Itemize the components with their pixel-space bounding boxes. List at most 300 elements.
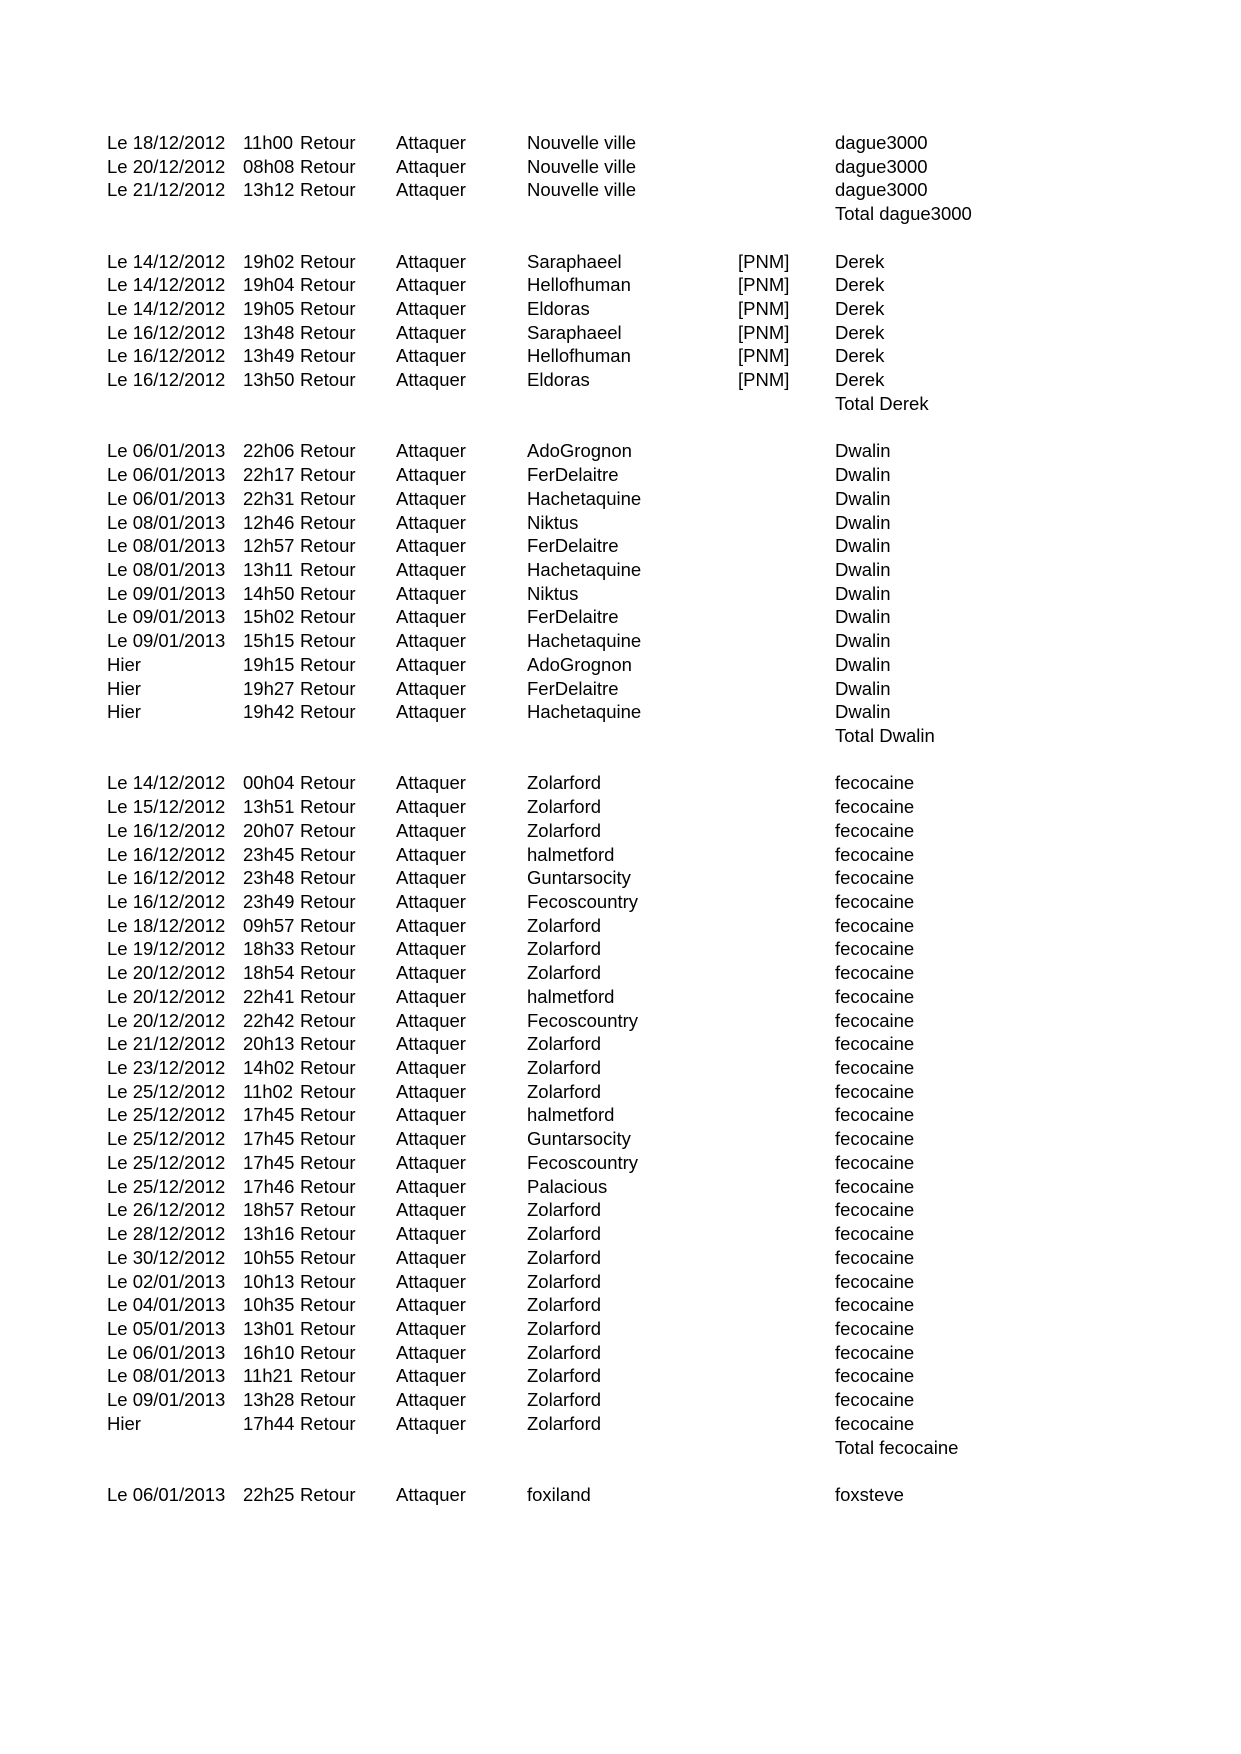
cell-role: Attaquer — [396, 867, 466, 889]
cell-role: Attaquer — [396, 1341, 466, 1363]
cell-time: 13h12 — [243, 179, 295, 201]
cell-direction: Retour — [300, 1104, 356, 1126]
cell-direction: Retour — [300, 653, 356, 675]
cell-player: fecocaine — [835, 1365, 915, 1387]
table-row — [107, 843, 1107, 867]
cell-date: Le 25/12/2012 — [107, 1128, 226, 1150]
cell-player: Dwalin — [835, 558, 891, 580]
cell-role: Attaquer — [396, 487, 466, 509]
cell-direction: Retour — [300, 1175, 356, 1197]
cell-time: 09h57 — [243, 914, 295, 936]
cell-player: fecocaine — [835, 796, 915, 818]
cell-role: Attaquer — [396, 1128, 466, 1150]
cell-tag — [738, 771, 835, 795]
cell-direction: Retour — [300, 938, 356, 960]
cell-time: 13h51 — [243, 796, 295, 818]
cell-target: Fecoscountry — [527, 1151, 639, 1173]
cell-target: AdoGrognon — [527, 440, 632, 462]
cell-role: Attaquer — [396, 132, 466, 153]
cell-date: Le 25/12/2012 — [107, 1080, 226, 1102]
cell-role: Attaquer — [396, 464, 466, 486]
cell-spacer — [243, 1436, 300, 1460]
cell-direction: Retour — [300, 1317, 356, 1339]
cell-player: Dwalin — [835, 440, 891, 462]
cell-player: fecocaine — [835, 985, 915, 1007]
cell-tag — [738, 985, 835, 1009]
cell-role: Attaquer — [396, 819, 466, 841]
cell-role: Attaquer — [396, 1175, 466, 1197]
cell-role: Attaquer — [396, 274, 466, 296]
cell-player: fecocaine — [835, 843, 915, 865]
table-row — [107, 487, 1107, 511]
cell-time: 19h42 — [243, 701, 295, 723]
cell-role: Attaquer — [396, 1151, 466, 1173]
cell-direction: Retour — [300, 511, 356, 533]
cell-player: Dwalin — [835, 535, 891, 557]
cell-date: Le 20/12/2012 — [107, 985, 226, 1007]
cell-direction: Retour — [300, 298, 356, 320]
table-row — [107, 1270, 1107, 1294]
table-row — [107, 890, 1107, 914]
cell-direction: Retour — [300, 796, 356, 818]
table-row — [107, 1222, 1107, 1246]
cell-target: Fecoscountry — [527, 891, 639, 912]
cell-time: 14h02 — [243, 1057, 295, 1079]
table-row — [107, 1080, 1107, 1104]
cell-player: fecocaine — [835, 1341, 915, 1363]
cell-direction: Retour — [300, 274, 356, 296]
cell-time: 13h01 — [243, 1317, 295, 1339]
cell-role: Attaquer — [396, 1365, 466, 1387]
cell-tag — [738, 1483, 835, 1507]
cell-time: 20h13 — [243, 1033, 295, 1055]
cell-date: Le 20/12/2012 — [107, 1009, 226, 1031]
cell-date: Le 23/12/2012 — [107, 1057, 226, 1079]
cell-direction: Retour — [300, 535, 356, 557]
cell-role: Attaquer — [396, 345, 466, 367]
cell-spacer — [300, 724, 396, 748]
cell-date: Le 16/12/2012 — [107, 345, 226, 367]
cell-direction: Retour — [300, 1483, 356, 1505]
cell-tag — [738, 1364, 835, 1388]
report-table — [107, 131, 1107, 1507]
cell-spacer — [527, 724, 738, 748]
cell-target: Zolarford — [527, 819, 602, 841]
cell-role: Attaquer — [396, 985, 466, 1007]
cell-direction: Retour — [300, 1270, 356, 1292]
cell-target: Hachetaquine — [527, 630, 642, 652]
cell-date: Le 28/12/2012 — [107, 1223, 226, 1245]
cell-target: Zolarford — [527, 1365, 602, 1387]
cell-player: foxsteve — [835, 1483, 904, 1505]
cell-date: Le 15/12/2012 — [107, 796, 226, 818]
table-row — [107, 653, 1107, 677]
cell-target: AdoGrognon — [527, 653, 632, 675]
total-row — [107, 724, 1107, 748]
cell-role: Attaquer — [396, 701, 466, 723]
cell-target: Guntarsocity — [527, 867, 631, 889]
cell-role: Attaquer — [396, 179, 466, 201]
cell-time: 16h10 — [243, 1341, 295, 1363]
cell-tag — [738, 1151, 835, 1175]
cell-tag — [738, 914, 835, 938]
cell-player: dague3000 — [835, 179, 928, 201]
cell-tag — [738, 1412, 835, 1436]
cell-tag: [PNM] — [738, 345, 790, 367]
cell-target: Hellofhuman — [527, 345, 631, 367]
table-row — [107, 914, 1107, 938]
cell-direction: Retour — [300, 1199, 356, 1221]
cell-date: Le 16/12/2012 — [107, 321, 226, 343]
cell-target: Guntarsocity — [527, 1128, 631, 1150]
cell-tag — [738, 582, 835, 606]
cell-time: 19h15 — [243, 653, 295, 675]
cell-target: Zolarford — [527, 796, 602, 818]
cell-tag — [738, 439, 835, 463]
cell-direction: Retour — [300, 582, 356, 604]
cell-player: fecocaine — [835, 1270, 915, 1292]
report-table-body — [107, 131, 1107, 1507]
cell-tag: [PNM] — [738, 369, 790, 391]
cell-tag — [738, 1175, 835, 1199]
cell-time: 18h33 — [243, 938, 295, 960]
cell-target: FerDelaitre — [527, 677, 619, 699]
cell-player: fecocaine — [835, 962, 915, 984]
cell-role: Attaquer — [396, 938, 466, 960]
cell-date: Le 09/01/2013 — [107, 582, 226, 604]
cell-role: Attaquer — [396, 1294, 466, 1316]
cell-tag: [PNM] — [738, 274, 790, 296]
cell-date: Le 09/01/2013 — [107, 606, 226, 628]
cell-role: Attaquer — [396, 653, 466, 675]
cell-spacer — [527, 202, 738, 226]
table-row — [107, 178, 1107, 202]
cell-date: Le 04/01/2013 — [107, 1294, 226, 1316]
cell-spacer — [107, 1436, 243, 1460]
cell-target: Saraphaeel — [527, 321, 622, 343]
cell-target: Hellofhuman — [527, 274, 631, 296]
cell-date: Le 14/12/2012 — [107, 250, 226, 272]
cell-player: fecocaine — [835, 1294, 915, 1316]
cell-time: 22h17 — [243, 464, 295, 486]
cell-target: Niktus — [527, 511, 579, 533]
cell-spacer — [396, 724, 527, 748]
cell-spacer — [243, 202, 300, 226]
cell-time: 23h49 — [243, 891, 295, 912]
cell-player: fecocaine — [835, 1033, 915, 1055]
cell-player: fecocaine — [835, 914, 915, 936]
table-row — [107, 582, 1107, 606]
cell-role: Attaquer — [396, 677, 466, 699]
cell-tag — [738, 1127, 835, 1151]
cell-tag — [738, 1388, 835, 1412]
cell-date: Hier — [107, 653, 141, 675]
cell-player: fecocaine — [835, 1412, 915, 1434]
cell-spacer — [527, 392, 738, 416]
cell-tag — [738, 1317, 835, 1341]
cell-target: Zolarford — [527, 1317, 602, 1339]
cell-direction: Retour — [300, 464, 356, 486]
cell-tag — [738, 1009, 835, 1033]
table-row — [107, 439, 1107, 463]
cell-tag — [738, 1293, 835, 1317]
cell-direction: Retour — [300, 1341, 356, 1363]
cell-date: Le 16/12/2012 — [107, 867, 226, 889]
cell-target: Zolarford — [527, 1412, 602, 1434]
cell-target: Nouvelle ville — [527, 155, 636, 177]
cell-role: Attaquer — [396, 1104, 466, 1126]
cell-direction: Retour — [300, 962, 356, 984]
cell-date: Le 16/12/2012 — [107, 891, 226, 912]
cell-player: Dwalin — [835, 653, 891, 675]
cell-role: Attaquer — [396, 796, 466, 818]
cell-direction: Retour — [300, 1128, 356, 1150]
cell-player: Dwalin — [835, 701, 891, 723]
cell-date: Le 16/12/2012 — [107, 843, 226, 865]
cell-player: fecocaine — [835, 1151, 915, 1173]
table-row — [107, 1151, 1107, 1175]
table-row — [107, 1317, 1107, 1341]
cell-time: 12h57 — [243, 535, 295, 557]
cell-spacer — [527, 1436, 738, 1460]
cell-time: 13h16 — [243, 1223, 295, 1245]
cell-role: Attaquer — [396, 298, 466, 320]
cell-target: Saraphaeel — [527, 250, 622, 272]
cell-target: halmetford — [527, 985, 615, 1007]
cell-player: fecocaine — [835, 1246, 915, 1268]
cell-target: Zolarford — [527, 1199, 602, 1221]
cell-player: fecocaine — [835, 1009, 915, 1031]
cell-target: Zolarford — [527, 1033, 602, 1055]
cell-direction: Retour — [300, 345, 356, 367]
table-row — [107, 131, 1107, 155]
cell-target: halmetford — [527, 843, 615, 865]
cell-target: FerDelaitre — [527, 606, 619, 628]
cell-tag — [738, 463, 835, 487]
cell-tag — [738, 629, 835, 653]
table-row — [107, 1364, 1107, 1388]
cell-target: Zolarford — [527, 962, 602, 984]
cell-tag — [738, 1270, 835, 1294]
cell-role: Attaquer — [396, 1270, 466, 1292]
cell-tag — [738, 1222, 835, 1246]
cell-date: Le 25/12/2012 — [107, 1175, 226, 1197]
cell-time: 10h13 — [243, 1270, 295, 1292]
cell-player: fecocaine — [835, 938, 915, 960]
cell-time: 17h45 — [243, 1151, 295, 1173]
cell-player: fecocaine — [835, 1317, 915, 1339]
cell-tag — [738, 605, 835, 629]
table-row — [107, 1388, 1107, 1412]
cell-player: Derek — [835, 250, 885, 272]
cell-tag — [738, 890, 835, 914]
cell-player: Dwalin — [835, 606, 891, 628]
cell-target: halmetford — [527, 1104, 615, 1126]
cell-role: Attaquer — [396, 630, 466, 652]
table-row — [107, 1127, 1107, 1151]
table-row — [107, 605, 1107, 629]
cell-direction: Retour — [300, 440, 356, 462]
cell-target: Zolarford — [527, 1223, 602, 1245]
cell-time: 19h27 — [243, 677, 295, 699]
cell-date: Le 05/01/2013 — [107, 1317, 226, 1339]
cell-date: Le 25/12/2012 — [107, 1104, 226, 1126]
table-row — [107, 534, 1107, 558]
cell-tag — [738, 1032, 835, 1056]
cell-time: 13h11 — [243, 558, 294, 580]
cell-role: Attaquer — [396, 511, 466, 533]
cell-date: Le 09/01/2013 — [107, 1389, 226, 1411]
total-row — [107, 1436, 1107, 1460]
cell-player: fecocaine — [835, 1223, 915, 1245]
cell-direction: Retour — [300, 701, 356, 723]
cell-role: Attaquer — [396, 1246, 466, 1268]
cell-spacer — [738, 202, 835, 226]
cell-time: 15h15 — [243, 630, 295, 652]
cell-tag — [738, 843, 835, 867]
cell-direction: Retour — [300, 1057, 356, 1079]
cell-role: Attaquer — [396, 606, 466, 628]
cell-player: Derek — [835, 369, 885, 391]
cell-tag — [738, 1056, 835, 1080]
cell-role: Attaquer — [396, 962, 466, 984]
cell-direction: Retour — [300, 1151, 356, 1173]
table-row — [107, 866, 1107, 890]
spacer-row — [107, 748, 1107, 772]
cell-player: fecocaine — [835, 1199, 915, 1221]
cell-time: 17h44 — [243, 1412, 295, 1434]
cell-target: Zolarford — [527, 1246, 602, 1268]
cell-date: Le 14/12/2012 — [107, 298, 226, 320]
cell-time: 14h50 — [243, 582, 295, 604]
cell-time: 19h02 — [243, 250, 295, 272]
cell-tag: [PNM] — [738, 298, 790, 320]
cell-target: Zolarford — [527, 914, 602, 936]
cell-tag: [PNM] — [738, 321, 790, 343]
cell-target: Zolarford — [527, 1057, 602, 1079]
cell-tag — [738, 155, 835, 179]
cell-role: Attaquer — [396, 1199, 466, 1221]
cell-time: 13h28 — [243, 1389, 295, 1411]
cell-role: Attaquer — [396, 1223, 466, 1245]
cell-direction: Retour — [300, 369, 356, 391]
cell-target: Palacious — [527, 1175, 608, 1197]
cell-role: Attaquer — [396, 1057, 466, 1079]
cell-direction: Retour — [300, 819, 356, 841]
cell-direction: Retour — [300, 558, 356, 580]
cell-role: Attaquer — [396, 250, 466, 272]
cell-date: Le 18/12/2012 — [107, 132, 226, 153]
cell-spacer — [107, 416, 1107, 440]
total-label: Total Dwalin — [835, 724, 935, 746]
cell-direction: Retour — [300, 891, 356, 912]
cell-tag — [738, 653, 835, 677]
table-row — [107, 463, 1107, 487]
cell-player: dague3000 — [835, 132, 928, 153]
cell-player: fecocaine — [835, 1389, 915, 1411]
cell-tag — [738, 961, 835, 985]
cell-time: 22h41 — [243, 985, 295, 1007]
cell-player: Derek — [835, 345, 885, 367]
cell-date: Le 21/12/2012 — [107, 179, 226, 201]
cell-time: 22h06 — [243, 440, 295, 462]
cell-time: 22h31 — [243, 487, 295, 509]
table-row — [107, 1412, 1107, 1436]
total-label: Total Derek — [835, 392, 929, 414]
cell-direction: Retour — [300, 1246, 356, 1268]
cell-date: Le 02/01/2013 — [107, 1270, 226, 1292]
cell-spacer — [243, 392, 300, 416]
cell-date: Le 30/12/2012 — [107, 1246, 226, 1268]
cell-spacer — [107, 202, 243, 226]
cell-tag — [738, 795, 835, 819]
cell-tag: [PNM] — [738, 250, 790, 272]
cell-date: Le 08/01/2013 — [107, 1365, 226, 1387]
cell-tag — [738, 937, 835, 961]
cell-direction: Retour — [300, 867, 356, 889]
cell-player: Dwalin — [835, 630, 891, 652]
cell-target: FerDelaitre — [527, 464, 619, 486]
cell-target: Zolarford — [527, 1389, 602, 1411]
cell-direction: Retour — [300, 914, 356, 936]
table-row — [107, 1009, 1107, 1033]
cell-date: Hier — [107, 701, 141, 723]
cell-direction: Retour — [300, 132, 356, 153]
table-row — [107, 677, 1107, 701]
table-row — [107, 1483, 1107, 1507]
table-row — [107, 629, 1107, 653]
cell-time: 15h02 — [243, 606, 295, 628]
cell-time: 13h49 — [243, 345, 295, 367]
cell-spacer — [107, 1459, 1107, 1483]
cell-tag — [738, 700, 835, 724]
cell-role: Attaquer — [396, 155, 466, 177]
table-row — [107, 155, 1107, 179]
cell-role: Attaquer — [396, 891, 466, 912]
cell-player: Dwalin — [835, 487, 891, 509]
cell-date: Le 06/01/2013 — [107, 440, 226, 462]
cell-player: Dwalin — [835, 677, 891, 699]
cell-direction: Retour — [300, 677, 356, 699]
cell-time: 13h50 — [243, 369, 295, 391]
cell-role: Attaquer — [396, 535, 466, 557]
table-row — [107, 1032, 1107, 1056]
cell-direction: Retour — [300, 772, 356, 794]
cell-date: Hier — [107, 677, 141, 699]
table-row — [107, 1175, 1107, 1199]
cell-target: Zolarford — [527, 1080, 602, 1102]
total-row — [107, 392, 1107, 416]
cell-spacer — [300, 202, 396, 226]
cell-date: Le 16/12/2012 — [107, 369, 226, 391]
cell-direction: Retour — [300, 1389, 356, 1411]
cell-role: Attaquer — [396, 582, 466, 604]
cell-role: Attaquer — [396, 558, 466, 580]
cell-date: Le 08/01/2013 — [107, 511, 226, 533]
cell-role: Attaquer — [396, 1317, 466, 1339]
cell-tag — [738, 1341, 835, 1365]
table-row — [107, 1341, 1107, 1365]
cell-player: Derek — [835, 274, 885, 296]
cell-time: 10h35 — [243, 1294, 295, 1316]
cell-direction: Retour — [300, 606, 356, 628]
cell-player: fecocaine — [835, 867, 915, 889]
cell-spacer — [107, 724, 243, 748]
table-row — [107, 368, 1107, 392]
cell-target: Eldoras — [527, 369, 590, 391]
spacer-row — [107, 226, 1107, 250]
cell-time: 22h42 — [243, 1009, 295, 1031]
